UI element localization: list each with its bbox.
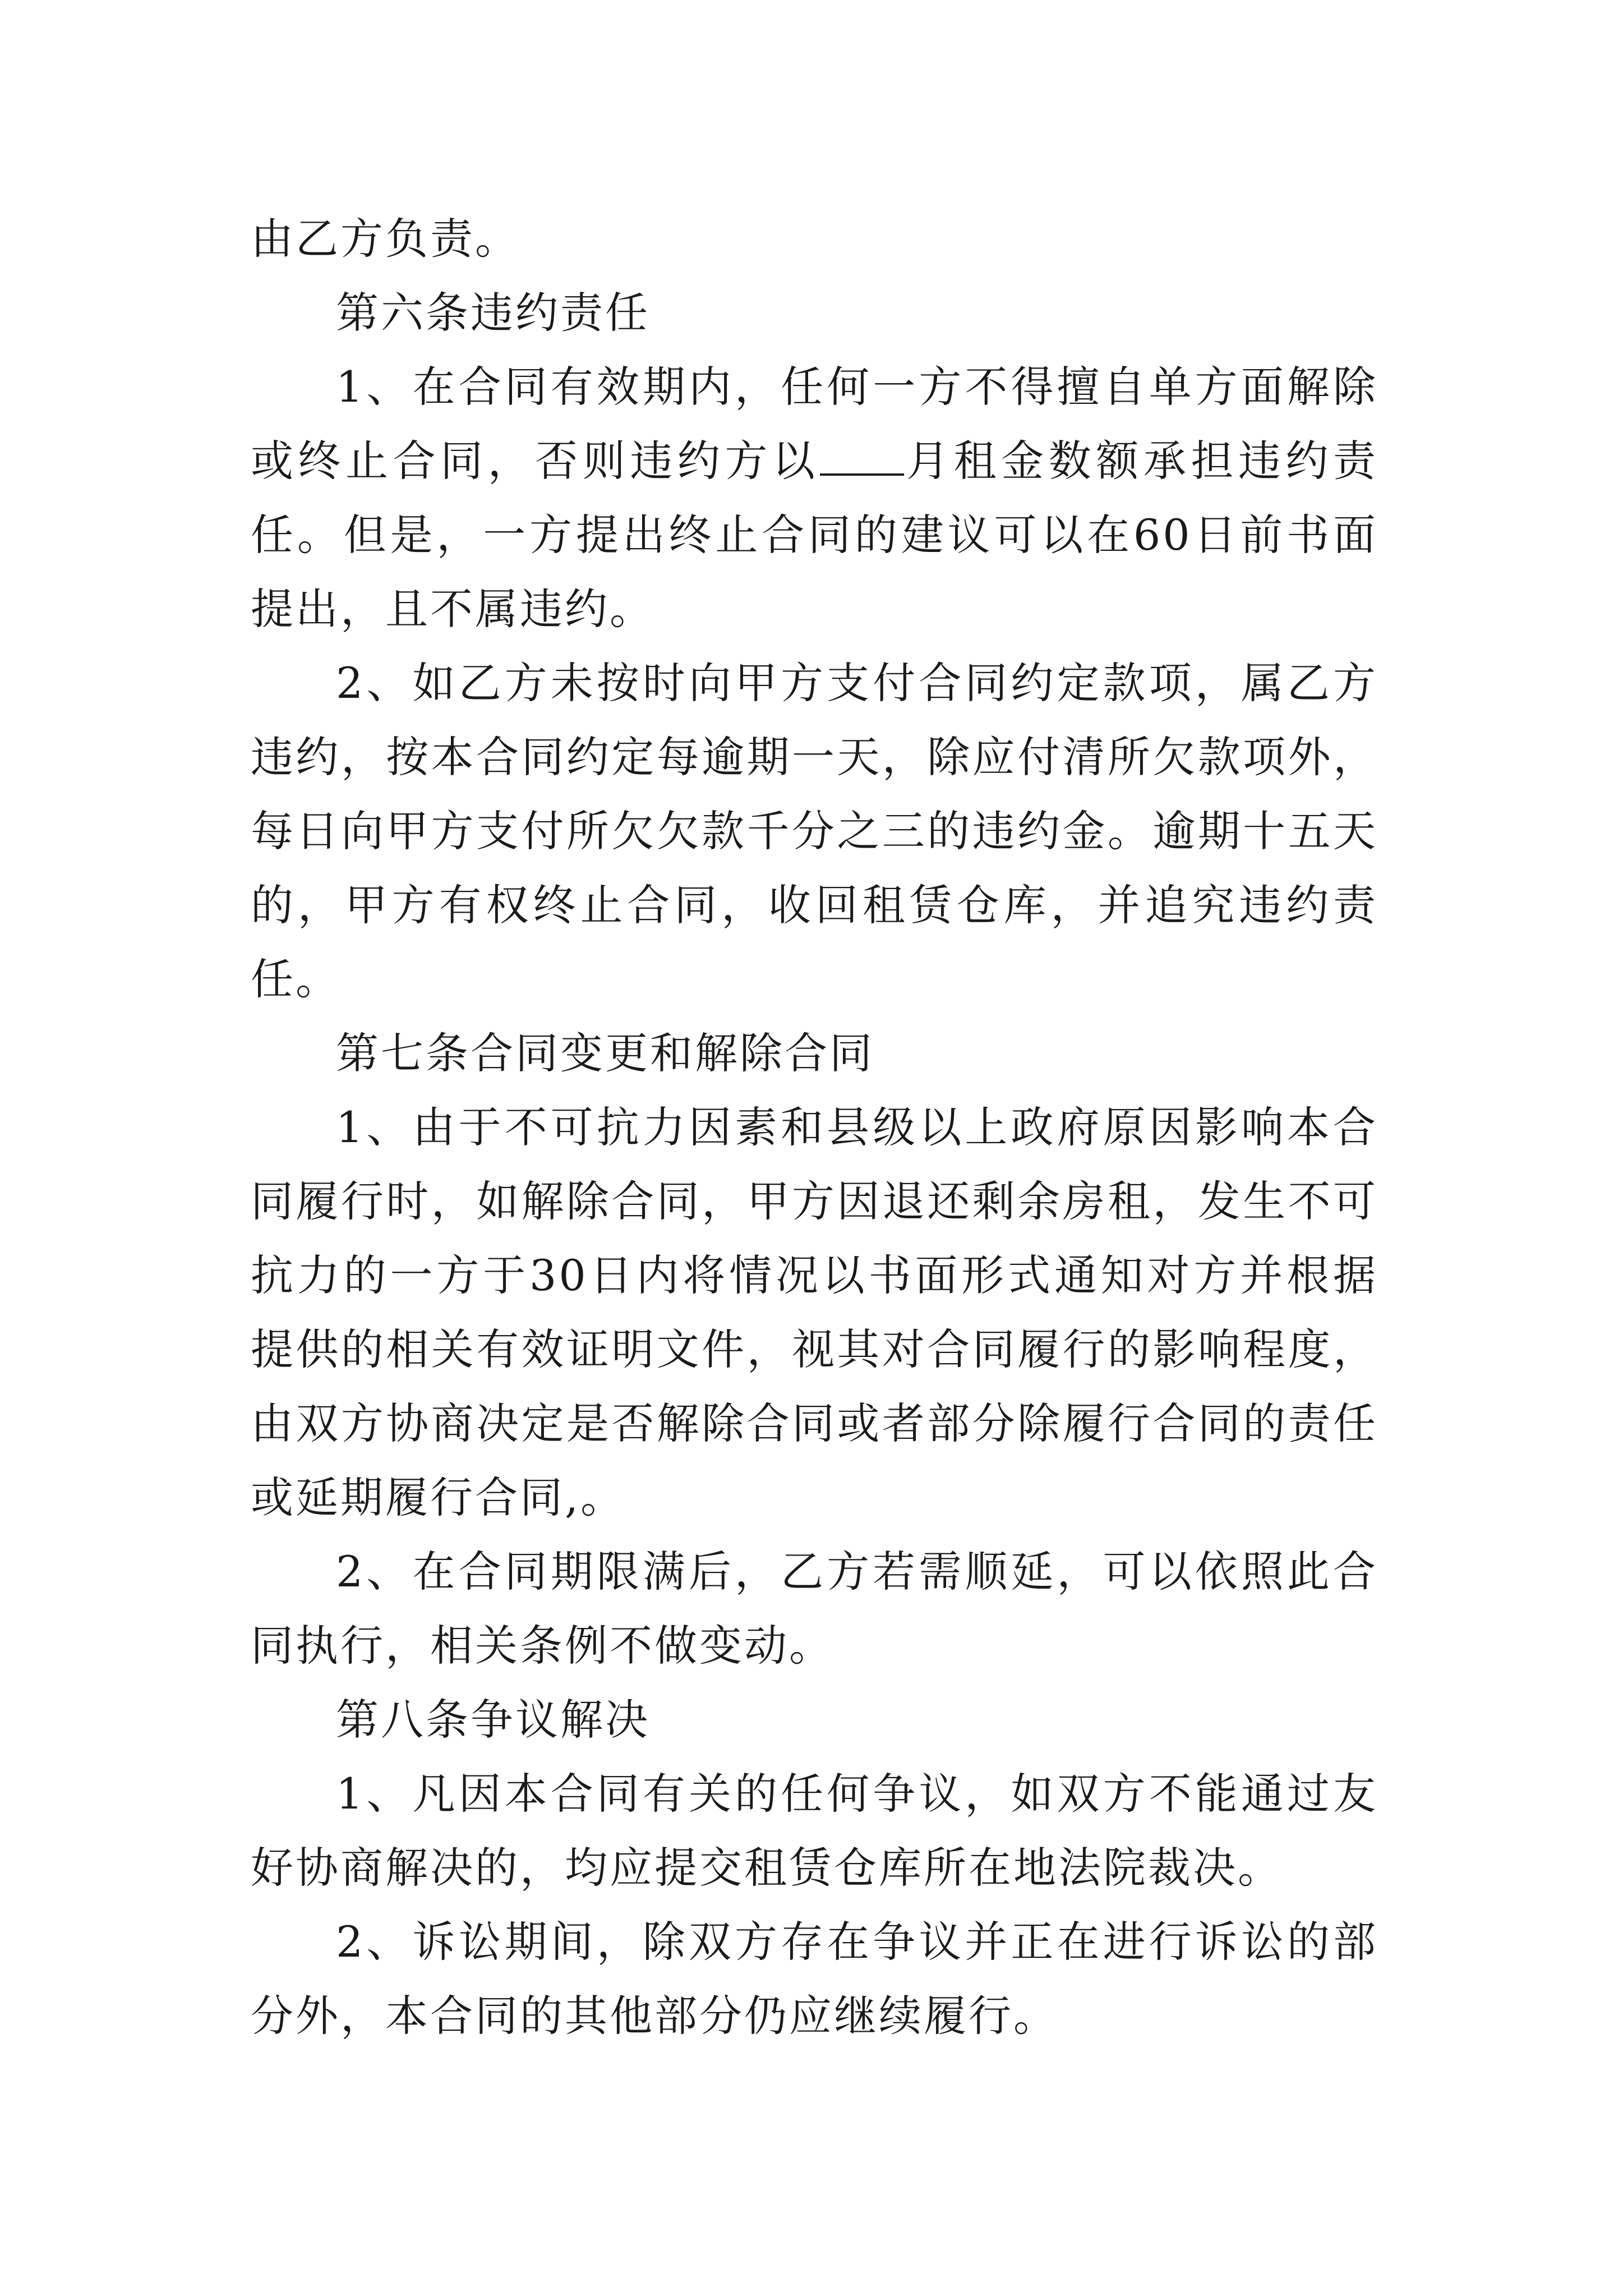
article-6-item-1-text-b: 月租金数额承担违约责任。但是，一方提出终止合同的建议可以在60日前书面提出，且不属违约。 xyxy=(251,436,1378,634)
document-body xyxy=(251,202,1378,2053)
paragraph-continued: 由乙方负责。 xyxy=(251,214,520,264)
article-6-item-1-text-a: 1、在合同有效期内，任何一方不得擅自单方面解除或终止合同，否则违约方以 xyxy=(251,362,1378,486)
article-7-item-1: 1、由于不可抗力因素和县级以上政府原因影响本合同履行时，如解除合同，甲方因退还剩余房租，发生不可抗力的一方于30日内将情况以书面形式通知对方并根据提供的相关有效证明文件，视其对合同履行的影响程度，由双方协商决定是否解除合同或者部分除履行合同的责任或延期履行合同,。 xyxy=(251,1102,1378,1522)
article-6-title: 第六条违约责任 xyxy=(336,288,650,338)
article-6-item-2: 2、如乙方未按时向甲方支付合同约定款项，属乙方违约，按本合同约定每逾期一天，除应付清所欠款项外，每日向甲方支付所欠欠款千分之三的违约金。逾期十五天的，甲方有权终止合同，收回租赁仓库，并追究违约责任。 xyxy=(251,658,1378,1004)
article-7-title: 第七条合同变更和解除合同 xyxy=(336,1028,874,1078)
article-8-item-2: 2、诉讼期间，除双方存在争议并正在进行诉讼的部分外，本合同的其他部分仍应继续履行。 xyxy=(251,1917,1378,2041)
article-8-title: 第八条争议解决 xyxy=(336,1695,650,1745)
article-7-item-2: 2、在合同期限满后，乙方若需顺延，可以依照此合同执行，相关条例不做变动。 xyxy=(251,1547,1378,1671)
fill-in-blank xyxy=(820,439,904,476)
article-8-item-1: 1、凡因本合同有关的任何争议，如双方不能通过友好协商解决的，均应提交租赁仓库所在地法院裁决。 xyxy=(251,1769,1378,1893)
article-6-item-1 xyxy=(251,350,1378,646)
